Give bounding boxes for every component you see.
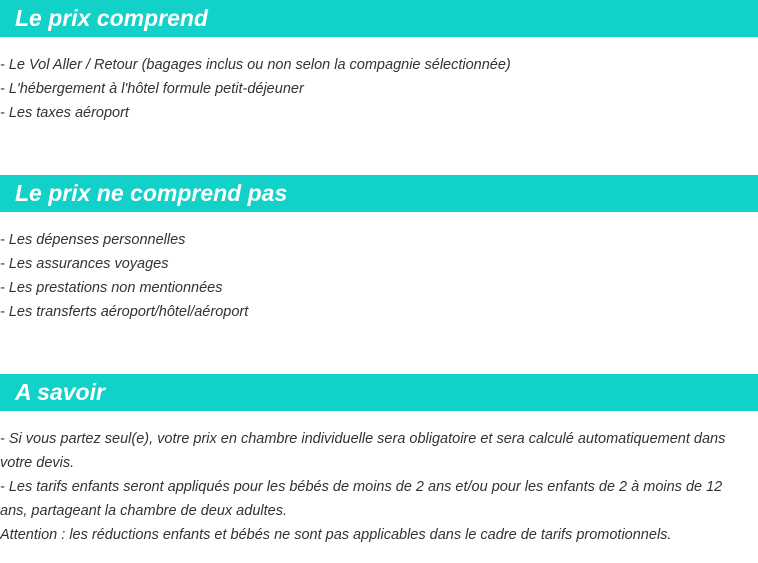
- list-item: - Les tarifs enfants seront appliqués pour les bébés de moins de 2 ans et/ou pour les enfants de 2 à moins de 12 ans, partageant la chambre de deux adultes.: [0, 479, 723, 519]
- section-title: A savoir: [15, 379, 105, 405]
- list-item: - Si vous partez seul(e), votre prix en chambre individuelle sera obligatoire et sera calculé automatiquement dans votre devis.: [0, 431, 726, 471]
- section-header-good-to-know: [0, 374, 758, 411]
- list-item: - Le Vol Aller / Retour (bagages inclus ou non selon la compagnie sélectionnée): [0, 57, 511, 73]
- list-item: - Les prestations non mentionnées: [0, 280, 223, 296]
- list-item: - Les assurances voyages: [0, 256, 169, 272]
- section-body-not-included: [0, 228, 758, 324]
- list-item: - Les dépenses personnelles: [0, 232, 186, 248]
- list-item: - L'hébergement à l'hôtel formule petit-déjeuner: [0, 81, 304, 97]
- list-item: Attention : les réductions enfants et bébés ne sont pas applicables dans le cadre de tarifs promotionnels.: [0, 527, 672, 543]
- section-header-included: [0, 0, 758, 37]
- list-item: - Les transferts aéroport/hôtel/aéroport: [0, 304, 249, 320]
- section-body-included: [0, 53, 758, 125]
- section-header-not-included: [0, 175, 758, 212]
- list-item: - Les taxes aéroport: [0, 105, 129, 121]
- section-title: Le prix comprend: [15, 5, 208, 31]
- section-title: Le prix ne comprend pas: [15, 180, 288, 206]
- section-body-good-to-know: [0, 427, 752, 547]
